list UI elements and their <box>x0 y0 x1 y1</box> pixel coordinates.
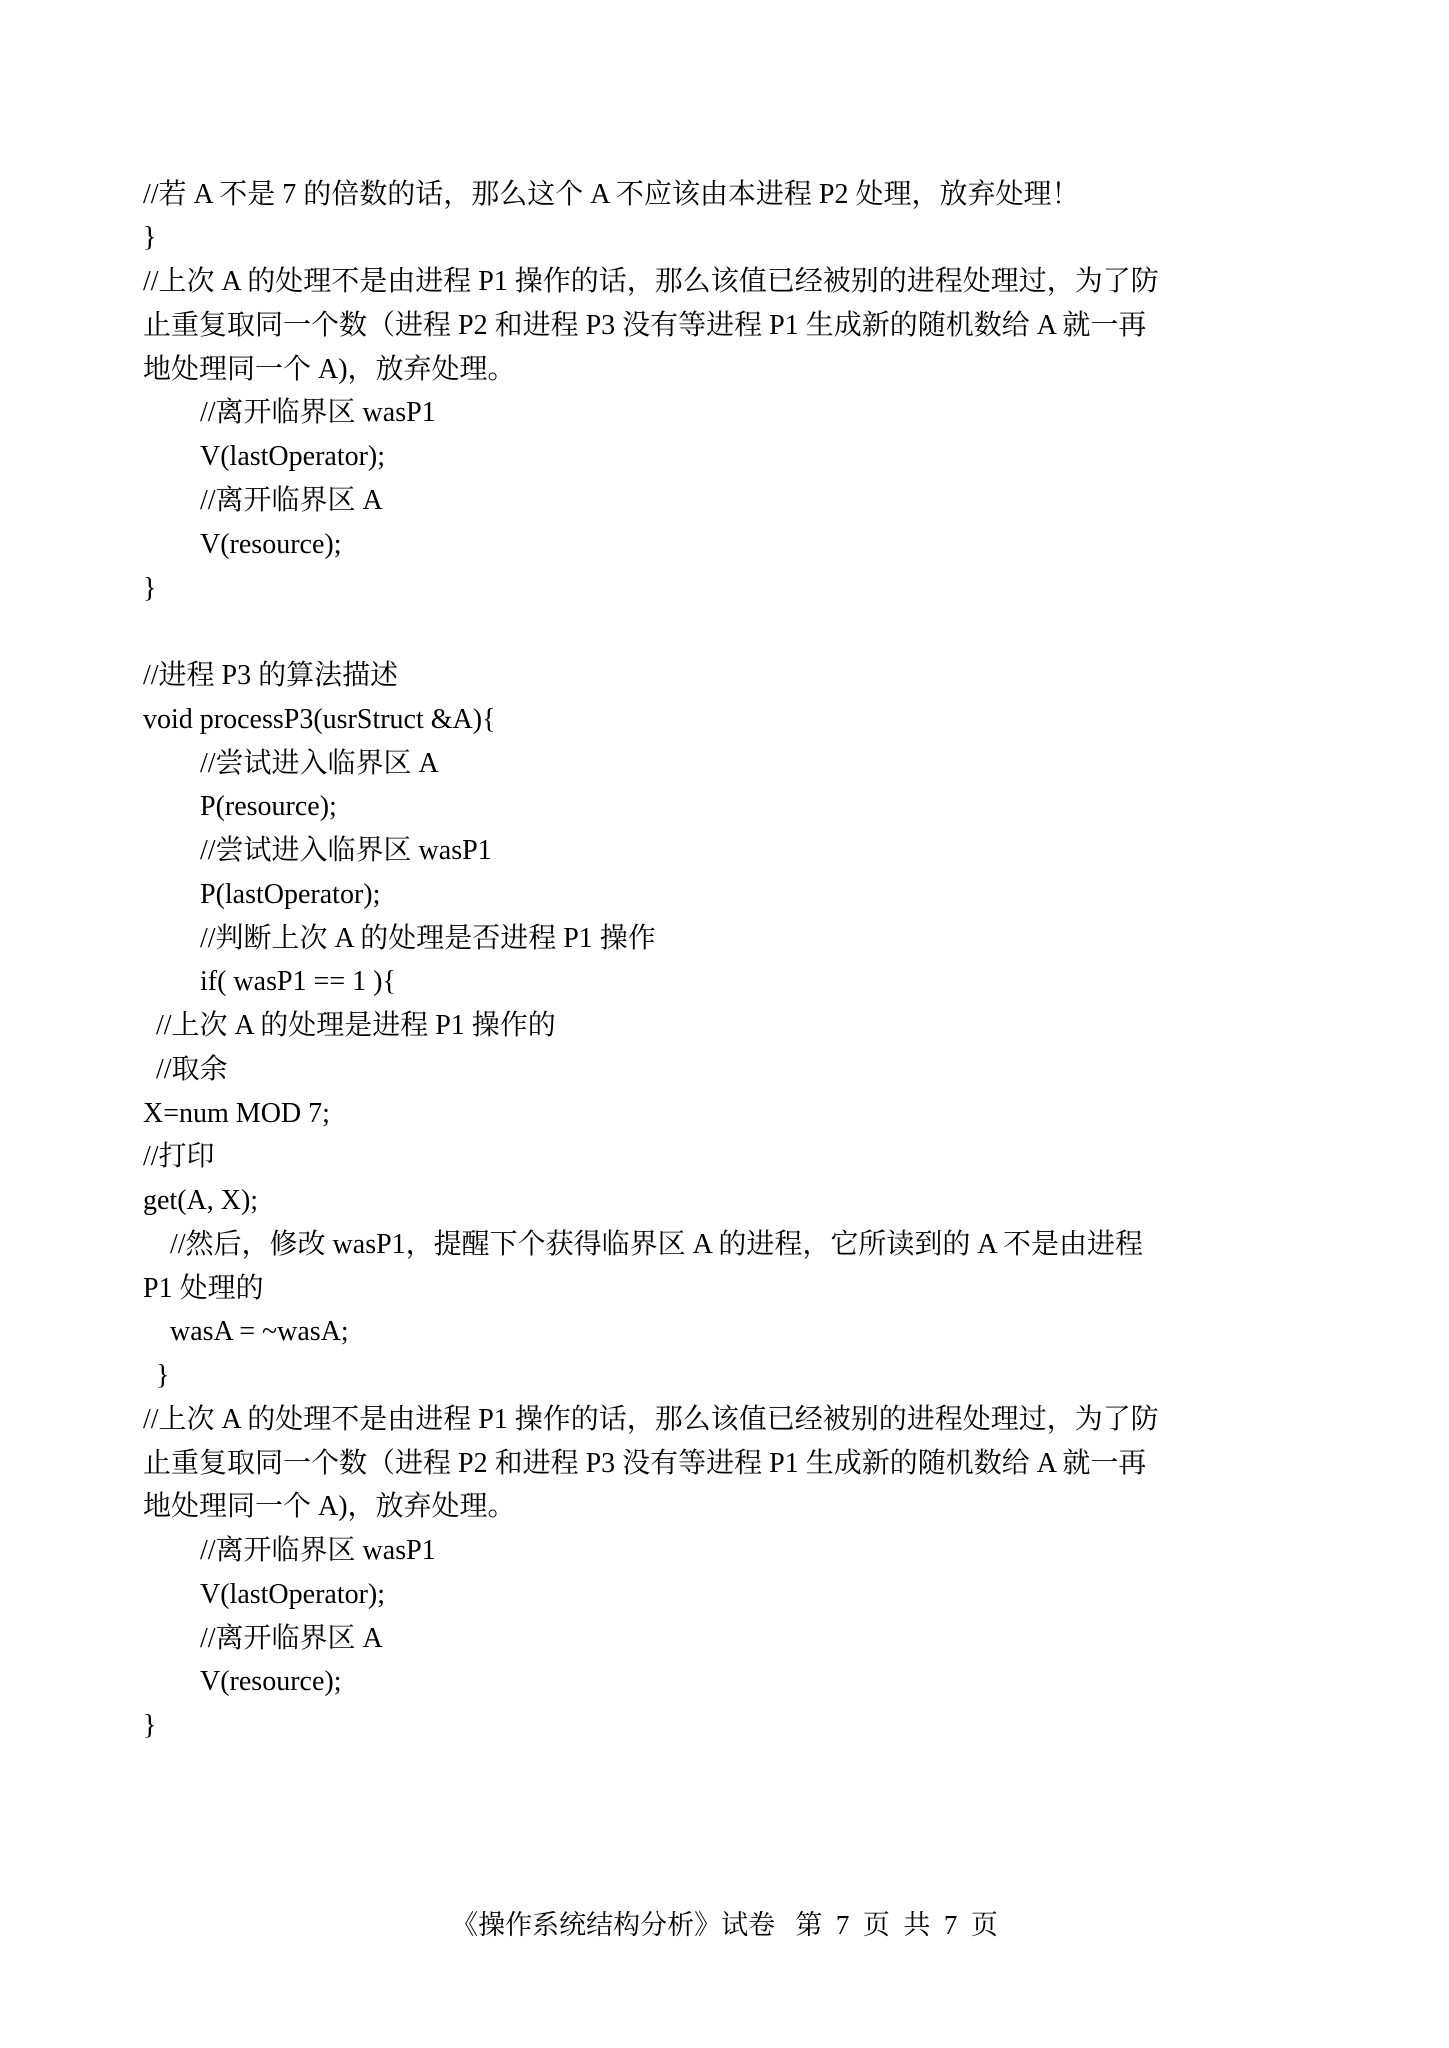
text-line: //打印 <box>143 1141 215 1172</box>
text-line: //上次 A 的处理不是由进程 P1 操作的话，那么该值已经被别的进程处理过，为了防 <box>143 1404 1159 1435</box>
text-line: 止重复取同一个数（进程 P2 和进程 P3 没有等进程 P1 生成新的随机数给 A 就一再 <box>143 1448 1147 1479</box>
text-line: } <box>143 573 157 604</box>
text-line: //尝试进入临界区 wasP1 <box>200 835 492 866</box>
text-line: //离开临界区 A <box>200 485 383 516</box>
text-line: //若 A 不是 7 的倍数的话，那么这个 A 不应该由本进程 P2 处理，放弃处理！ <box>143 179 1080 210</box>
text-line: 地处理同一个 A)，放弃处理。 <box>143 1491 516 1522</box>
text-line: //离开临界区 wasP1 <box>200 1535 436 1566</box>
text-line: P1 处理的 <box>143 1273 264 1304</box>
text-line: void processP3(usrStruct &A){ <box>143 704 496 735</box>
text-line: } <box>156 1360 170 1391</box>
page-footer: 《操作系统结构分析》试卷 第 7 页 共 7 页 <box>451 1910 998 1940</box>
text-line: V(lastOperator); <box>200 1579 386 1610</box>
text-line: //离开临界区 wasP1 <box>200 397 436 428</box>
text-line: V(resource); <box>200 529 342 560</box>
text-line: //进程 P3 的算法描述 <box>143 660 399 691</box>
text-line: X=num MOD 7; <box>143 1098 330 1129</box>
text-line: //然后，修改 wasP1，提醒下个获得临界区 A 的进程，它所读到的 A 不是由进程 <box>170 1229 1144 1260</box>
text-line: //判断上次 A 的处理是否进程 P1 操作 <box>200 923 656 954</box>
text-line: get(A, X); <box>143 1185 259 1216</box>
text-line: //取余 <box>156 1054 228 1085</box>
text-line: //上次 A 的处理不是由进程 P1 操作的话，那么该值已经被别的进程处理过，为了防 <box>143 266 1159 297</box>
text-line: if( wasP1 == 1 ){ <box>200 966 396 997</box>
text-line: //离开临界区 A <box>200 1623 383 1654</box>
text-line: V(lastOperator); <box>200 441 386 472</box>
text-line: 止重复取同一个数（进程 P2 和进程 P3 没有等进程 P1 生成新的随机数给 A 就一再 <box>143 310 1147 341</box>
text-line: wasA = ~wasA; <box>170 1316 349 1347</box>
text-line: //上次 A 的处理是进程 P1 操作的 <box>156 1010 556 1041</box>
text-line: P(resource); <box>200 791 337 822</box>
text-line: P(lastOperator); <box>200 879 381 910</box>
text-line: V(resource); <box>200 1666 342 1697</box>
text-line: //尝试进入临界区 A <box>200 748 439 779</box>
text-line: } <box>143 222 157 253</box>
text-line: 地处理同一个 A)，放弃处理。 <box>143 354 516 385</box>
text-line: } <box>143 1710 157 1741</box>
